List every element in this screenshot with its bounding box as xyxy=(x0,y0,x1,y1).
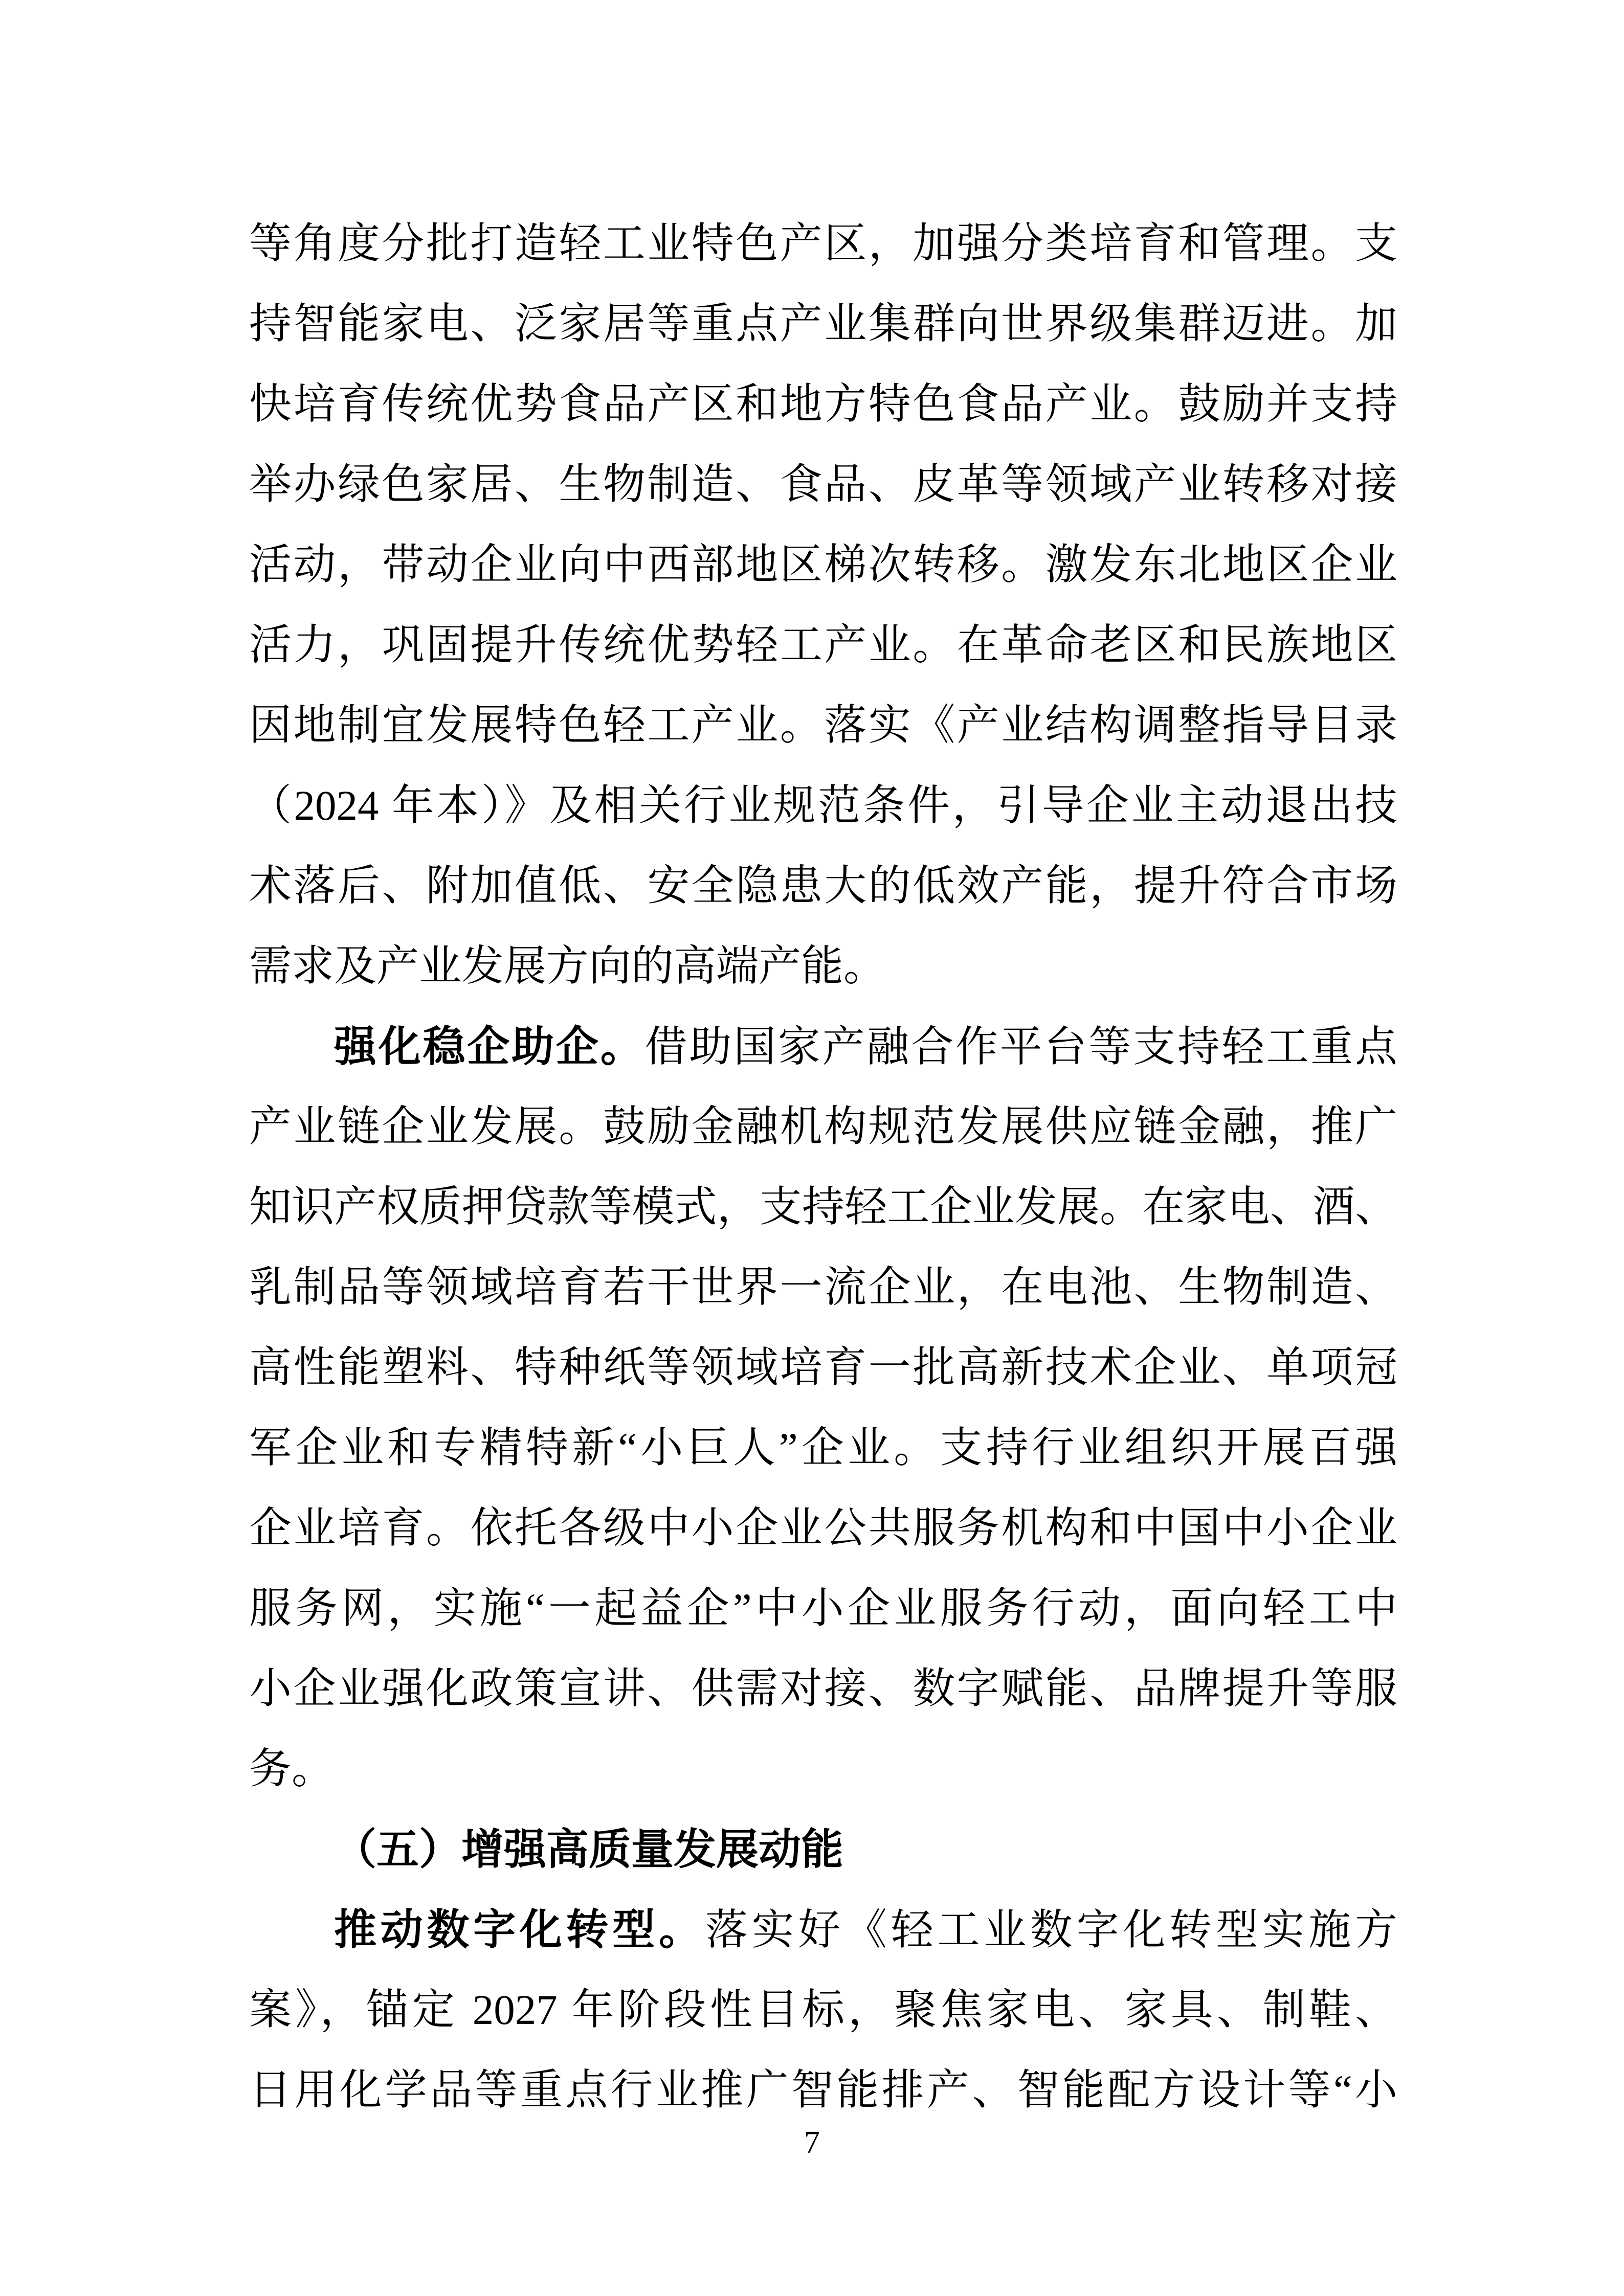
text-line xyxy=(249,204,1397,284)
text-line xyxy=(249,1408,1397,1488)
paragraph xyxy=(249,1006,1397,1809)
text-line xyxy=(249,1729,1397,1809)
text-run: 军企业和专精特新“小巨人”企业。支持行业组织开展百强 xyxy=(249,1424,1397,1471)
text-run: 企业培育。依托各级中小企业公共服务机构和中国中小企业 xyxy=(249,1504,1397,1551)
text-line xyxy=(249,364,1397,444)
text-line xyxy=(249,1809,1397,1889)
text-line xyxy=(249,1889,1397,1970)
text-run: 产业链企业发展。鼓励金融机构规范发展供应链金融，推广 xyxy=(249,1103,1397,1150)
text-line xyxy=(249,1970,1397,2050)
text-run: 案》，锚定 2027 年阶段性目标，聚焦家电、家具、制鞋、 xyxy=(249,1986,1397,2033)
section-heading xyxy=(249,1809,1397,1889)
text-line xyxy=(249,525,1397,605)
text-line xyxy=(249,846,1397,926)
text-line xyxy=(249,1488,1397,1568)
text-run: 小企业强化政策宣讲、供需对接、数字赋能、品牌提升等服 xyxy=(249,1665,1397,1712)
text-run: 快培育传统优势食品产区和地方特色食品产业。鼓励并支持 xyxy=(249,380,1397,427)
text-run: （2024 年本）》及相关行业规范条件，引导企业主动退出技 xyxy=(249,782,1397,829)
text-line xyxy=(249,1327,1397,1408)
page-number: 7 xyxy=(804,2125,820,2160)
text-run: 活力，巩固提升传统优势轻工产业。在革命老区和民族地区 xyxy=(249,621,1397,668)
text-run: 高性能塑料、特种纸等领域培育一批高新技术企业、单项冠 xyxy=(249,1344,1397,1391)
text-line xyxy=(249,1247,1397,1327)
text-line xyxy=(249,1006,1397,1087)
paragraph xyxy=(249,204,1397,1006)
text-line xyxy=(249,284,1397,364)
text-run: 需求及产业发展方向的高端产能。 xyxy=(249,942,886,989)
text-run: 活动，带动企业向中西部地区梯次转移。激发东北地区企业 xyxy=(249,541,1397,588)
text-line xyxy=(249,1167,1397,1247)
text-line xyxy=(249,2050,1397,2130)
text-line xyxy=(249,685,1397,766)
text-run: 服务网，实施“一起益企”中小企业服务行动，面向轻工中 xyxy=(249,1585,1397,1632)
text-line xyxy=(249,766,1397,846)
document-body xyxy=(249,204,1397,2130)
text-line xyxy=(249,605,1397,685)
text-line xyxy=(249,926,1397,1006)
text-run: 借助国家产融合作平台等支持轻工重点 xyxy=(644,1023,1398,1070)
text-run: 务。 xyxy=(249,1745,334,1792)
bold-text-run: （五）增强高质量发展动能 xyxy=(334,1826,843,1873)
text-run: 术落后、附加值低、安全隐患大的低效产能，提升符合市场 xyxy=(249,862,1397,909)
text-run: 落实好《轻工业数字化转型实施方 xyxy=(705,1906,1398,1953)
bold-text-run: 强化稳企助企。 xyxy=(334,1023,645,1070)
bold-text-run: 推动数字化转型。 xyxy=(334,1906,705,1953)
text-run: 日用化学品等重点行业推广智能排产、智能配方设计等“小 xyxy=(249,2066,1397,2113)
text-line xyxy=(249,1087,1397,1167)
text-line xyxy=(249,1649,1397,1729)
text-run: 等角度分批打造轻工业特色产区，加强分类培育和管理。支 xyxy=(249,220,1397,267)
text-line xyxy=(249,1568,1397,1649)
text-run: 举办绿色家居、生物制造、食品、皮革等领域产业转移对接 xyxy=(249,461,1397,508)
text-run: 知识产权质押贷款等模式，支持轻工企业发展。在家电、酒、 xyxy=(249,1183,1397,1230)
text-run: 持智能家电、泛家居等重点产业集群向世界级集群迈进。加 xyxy=(249,300,1397,347)
text-run: 乳制品等领域培育若干世界一流企业，在电池、生物制造、 xyxy=(249,1264,1397,1311)
paragraph xyxy=(249,1889,1397,2130)
text-line xyxy=(249,444,1397,525)
text-run: 因地制宜发展特色轻工产业。落实《产业结构调整指导目录 xyxy=(249,702,1397,749)
